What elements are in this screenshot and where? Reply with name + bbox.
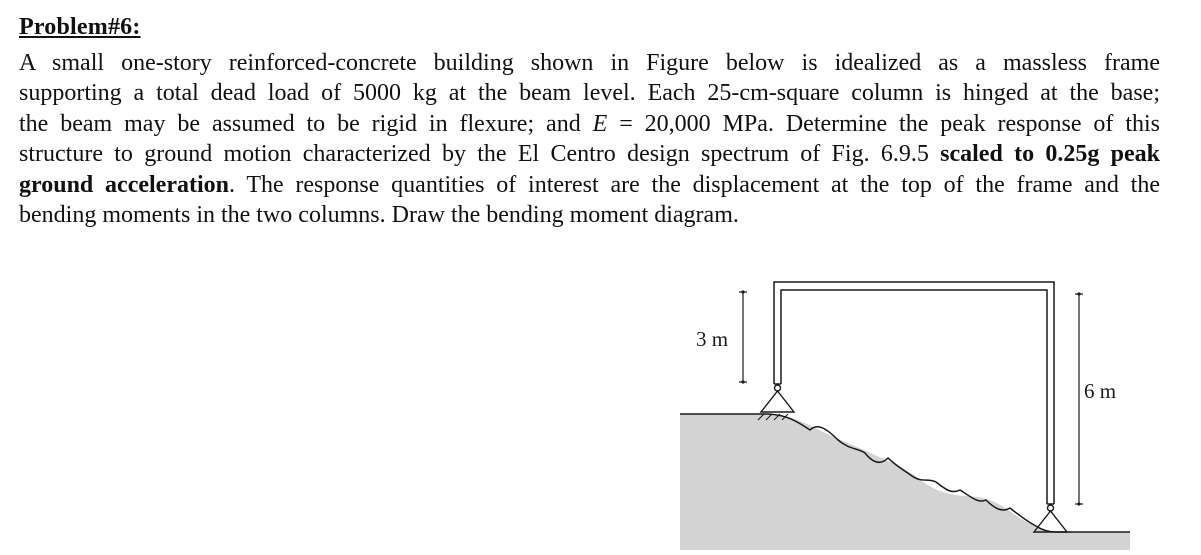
problem-statement: [19, 48, 1160, 230]
problem-line: [19, 48, 1160, 78]
problem-line: [19, 200, 1160, 230]
text-segment: A small one-story reinforced-concrete building shown in Figure below is idealized as a massless frame: [19, 50, 1160, 76]
right-dimension-label: 6 m: [1084, 379, 1117, 403]
frame-diagram: [660, 270, 1160, 550]
text-segment: structure to ground motion characterized by the El Centro design spectrum of Fig. 6.9.5: [19, 141, 941, 168]
problem-line: [19, 78, 1160, 108]
problem-line: [19, 170, 1160, 200]
frame-figure: [660, 270, 1160, 550]
problem-title: Problem#6:: [19, 14, 141, 40]
text-segment: supporting a total dead load of 5000 kg at the beam level. Each 25-cm-square column is hinged at the base;: [19, 80, 1160, 107]
problem-line: [19, 139, 1160, 169]
text-segment: bending moments in the two columns. Draw the bending moment diagram.: [19, 202, 739, 229]
text-segment: = 20,000 MPa. Determine the peak response of this: [607, 110, 1160, 137]
bold-text: ground acceleration: [19, 171, 229, 198]
text-segment: the beam may be assumed to be rigid in flexure; and: [19, 110, 593, 137]
ground-slope: [680, 414, 1130, 550]
bold-text: scaled to 0.25g peak: [940, 141, 1161, 168]
left-dimension-label: 3 m: [696, 327, 729, 351]
italic-text: E: [592, 110, 608, 137]
problem-line: [19, 109, 1160, 139]
text-segment: . The response quantities of interest are the displacement at the top of the frame and the: [228, 171, 1161, 198]
